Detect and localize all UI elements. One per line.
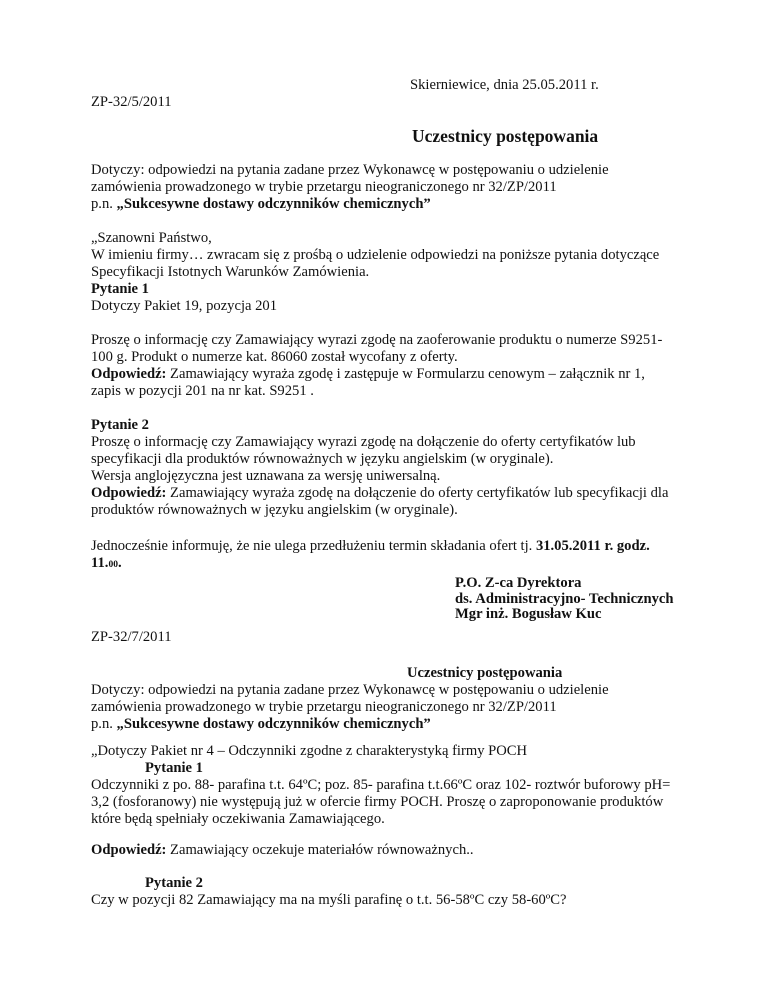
subject-block-1 xyxy=(91,162,677,213)
subject-prefix-1: p.n. xyxy=(91,196,117,212)
answer1-text-2: Zamawiający oczekuje materiałów równoważnych.. xyxy=(166,841,474,858)
recipients-heading-1: Uczestnicy postępowania xyxy=(412,126,599,146)
signature-block xyxy=(455,576,677,623)
dateline: Skierniewice, dnia 25.05.2011 r. xyxy=(410,77,599,93)
answer1-label-2: Odpowiedź: xyxy=(91,841,167,858)
question2-text-1: Proszę o informację czy Zamawiający wyrazi zgodę na dołączenie do oferty certyfikatów lub specyfikacji dla produktów równoważnych w języku angielskim (w oryginale). xyxy=(91,434,636,467)
subject-intro-2: Dotyczy: odpowiedzi na pytania zadane przez Wykonawcę w postępowaniu o udzielenie zamówienia prowadzonego w trybie przetargu nieograniczonego nr 32/ZP/2011 xyxy=(91,681,609,715)
question2-label-1: Pytanie 2 xyxy=(91,417,149,433)
answer2-text-1: Zamawiający wyraża zgodę na dołączenie do oferty certyfikatów lub specyfikacji dla produktów równoważnych w języku angielskim (w oryginale). xyxy=(91,485,669,518)
salutation: „Szanowni Państwo, xyxy=(91,230,212,246)
subject-title-line-2 xyxy=(91,716,677,733)
letter-1 xyxy=(91,77,677,623)
signature-name: Mgr inż. Bogusław Kuc xyxy=(455,606,602,622)
question1-text-2: Odczynniki z po. 88- parafina t.t. 64ºC; poz. 85- parafina t.t.66ºC oraz 102- roztwór buforowy pH= 3,2 (fosforanowy) nie występują już w ofercie firmy POCH. Proszę o zaproponowanie produktów które będą spełniały oczekiwania Zamawiającego. xyxy=(91,776,671,827)
subject-title-2: „Sukcesywne dostawy odczynników chemicznych” xyxy=(116,715,431,732)
closing-regular: Jednocześnie informuję, że nie ulega przedłużeniu termin składania ofert tj. xyxy=(91,538,536,554)
subject-prefix-2: p.n. xyxy=(91,715,117,732)
signature-department: ds. Administracyjno- Technicznych xyxy=(455,590,674,607)
question2-text2-1: Wersja anglojęzyczna jest uznawana za wersję uniwersalną. xyxy=(91,468,441,484)
scope-line-2: „Dotyczy Pakiet nr 4 – Odczynniki zgodne z charakterystyką firmy POCH xyxy=(91,742,528,759)
question1-body-1 xyxy=(91,332,677,400)
intro-paragraph: W imieniu firmy… zwracam się z prośbą o udzielenie odpowiedzi na poniższe pytania dotyczące Specyfikacji Istotnych Warunków Zamówienia. xyxy=(91,247,660,280)
question2-block-2 xyxy=(91,875,677,909)
reference-number-2: ZP-32/7/2011 xyxy=(91,628,172,645)
letter-2 xyxy=(91,629,677,909)
question2-block-1 xyxy=(91,417,677,519)
closing-time-minutes: 00 xyxy=(108,560,118,570)
question1-scope-1: Dotyczy Pakiet 19, pozycja 201 xyxy=(91,298,278,314)
question1-text-1: Proszę o informację czy Zamawiający wyrazi zgodę na zaoferowanie produktu o numerze S9251-100 g. Produkt o numerze kat. 86060 został wycofany z oferty. xyxy=(91,332,663,365)
question2-label-2: Pytanie 2 xyxy=(145,874,203,891)
subject-intro-1: Dotyczy: odpowiedzi na pytania zadane przez Wykonawcę w postępowaniu o udzielenie zamówienia prowadzonego w trybie przetargu nieograniczonego nr 32/ZP/2011 xyxy=(91,162,609,195)
subject-title-1: „Sukcesywne dostawy odczynników chemicznych” xyxy=(116,196,431,212)
question1-label-1: Pytanie 1 xyxy=(91,281,149,297)
question2-text-2: Czy w pozycji 82 Zamawiający ma na myśli parafinę o t.t. 56-58ºC czy 58-60ºC? xyxy=(91,891,567,908)
answer1-line-1 xyxy=(91,366,677,400)
answer1-text-1: Zamawiający wyraża zgodę i zastępuje w Formularzu cenowym – załącznik nr 1, zapis w pozycji 201 na nr kat. S9251 . xyxy=(91,366,645,399)
closing-deadline: 31.05.2011 r. godz. 11. xyxy=(91,538,650,571)
salutation-block xyxy=(91,230,677,315)
answer1-label-1: Odpowiedź: xyxy=(91,366,167,382)
answer1-line-2 xyxy=(91,842,677,859)
answer2-line-1 xyxy=(91,485,677,519)
reference-number-1: ZP-32/5/2011 xyxy=(91,94,172,110)
question1-label-2: Pytanie 1 xyxy=(145,759,203,776)
answer2-label-1: Odpowiedź: xyxy=(91,485,167,501)
subject-title-line-1 xyxy=(91,196,677,213)
recipients-heading-2: Uczestnicy postępowania xyxy=(407,664,563,681)
subject-block-2 xyxy=(91,682,677,733)
scope-block-2 xyxy=(91,743,677,828)
signature-title: P.O. Z-ca Dyrektora xyxy=(455,575,582,591)
closing-paragraph xyxy=(91,538,677,574)
closing-period: . xyxy=(117,555,122,571)
